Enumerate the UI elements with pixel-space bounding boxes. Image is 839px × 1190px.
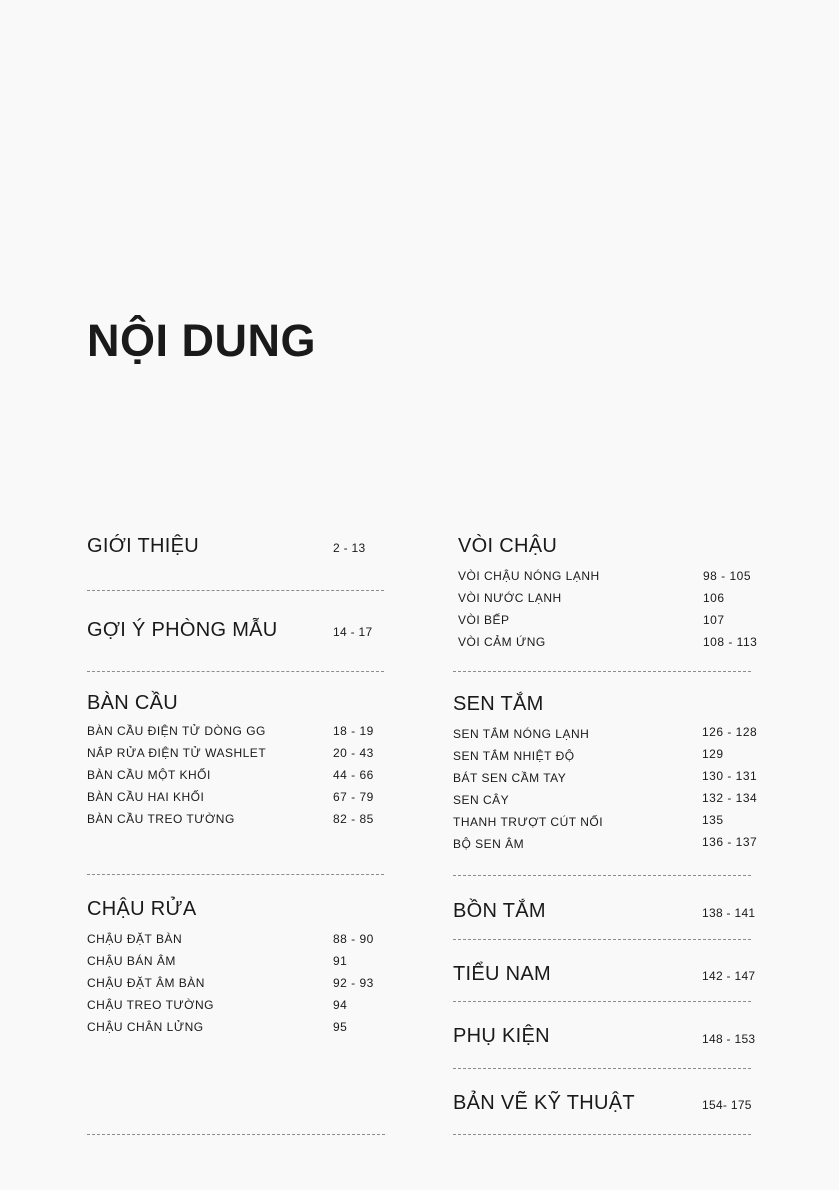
item-label: BÀN CẦU TREO TƯỜNG bbox=[87, 812, 235, 826]
list-item bbox=[87, 745, 374, 761]
divider bbox=[87, 671, 384, 672]
item-pages: 94 bbox=[333, 998, 348, 1012]
item-pages: 106 bbox=[703, 591, 725, 605]
divider bbox=[87, 874, 384, 875]
section-pages: 148 - 153 bbox=[702, 1032, 756, 1046]
section-title: CHẬU RỬA bbox=[87, 898, 197, 920]
item-label: THANH TRƯỢT CÚT NỐI bbox=[453, 815, 604, 829]
divider bbox=[453, 671, 751, 672]
item-label: CHẬU ĐẶT ÂM BÀN bbox=[87, 976, 205, 990]
item-pages: 67 - 79 bbox=[333, 790, 374, 804]
section-pages: 14 - 17 bbox=[333, 625, 373, 639]
item-label: CHẬU ĐẶT BÀN bbox=[87, 932, 183, 946]
section-pages: 154- 175 bbox=[702, 1098, 752, 1112]
list-item bbox=[453, 747, 724, 764]
list-item bbox=[453, 769, 758, 786]
item-label: CHẬU TREO TƯỜNG bbox=[87, 998, 214, 1012]
item-pages: 136 - 137 bbox=[702, 835, 758, 849]
section-title: TIỂU NAM bbox=[453, 963, 551, 985]
page-title: NỘI DUNG bbox=[87, 315, 316, 366]
section-tieu-nam bbox=[453, 961, 756, 987]
list-item bbox=[87, 767, 374, 783]
section-title: GỢI Ý PHÒNG MẪU bbox=[87, 619, 278, 641]
divider bbox=[453, 1001, 751, 1002]
divider bbox=[87, 590, 384, 591]
section-phu-kien bbox=[453, 1023, 756, 1049]
list-item bbox=[458, 590, 725, 606]
divider bbox=[453, 1068, 751, 1069]
item-pages: 44 - 66 bbox=[333, 768, 374, 782]
item-label: VÒI CHẬU NÓNG LẠNH bbox=[458, 569, 600, 583]
section-sen-tam bbox=[453, 691, 758, 851]
section-title: BÀN CẦU bbox=[87, 692, 179, 714]
item-label: BÀN CẦU ĐIỆN TỬ DÒNG GG bbox=[87, 724, 266, 738]
item-label: BÀN CẦU HAI KHỐI bbox=[87, 790, 205, 804]
item-pages: 98 - 105 bbox=[703, 569, 752, 583]
item-label: VÒI NƯỚC LẠNH bbox=[458, 591, 562, 605]
item-label: VÒI CẢM ỨNG bbox=[458, 635, 546, 649]
item-pages: 92 - 93 bbox=[333, 976, 374, 990]
item-label: VÒI BẾP bbox=[458, 613, 510, 627]
item-pages: 18 - 19 bbox=[333, 724, 374, 738]
list-item bbox=[453, 725, 758, 742]
item-pages: 95 bbox=[333, 1020, 348, 1034]
section-title: PHỤ KIỆN bbox=[453, 1025, 550, 1047]
list-item bbox=[453, 813, 724, 830]
list-item bbox=[87, 931, 374, 947]
section-title: VÒI CHẬU bbox=[458, 535, 558, 557]
section-pages: 138 - 141 bbox=[702, 906, 756, 920]
list-item bbox=[87, 975, 374, 991]
item-label: SEN TẮM NÓNG LẠNH bbox=[453, 727, 590, 741]
item-label: NẮP RỬA ĐIỆN TỬ WASHLET bbox=[87, 746, 267, 760]
list-item bbox=[87, 953, 348, 969]
divider bbox=[453, 1134, 751, 1135]
section-bon-tam bbox=[453, 898, 756, 924]
item-label: SEN TẮM NHIỆT ĐỘ bbox=[453, 749, 575, 763]
divider bbox=[87, 1134, 385, 1135]
item-pages: 107 bbox=[703, 613, 725, 627]
item-pages: 130 - 131 bbox=[702, 769, 758, 783]
item-label: BÀN CẦU MỘT KHỐI bbox=[87, 768, 211, 782]
section-goi-y-phong-mau bbox=[87, 617, 373, 643]
list-item bbox=[87, 811, 374, 827]
divider bbox=[453, 939, 751, 940]
list-item bbox=[87, 789, 374, 805]
item-pages: 129 bbox=[702, 747, 724, 761]
item-pages: 88 - 90 bbox=[333, 932, 374, 946]
item-pages: 126 - 128 bbox=[702, 725, 758, 739]
section-title: BẢN VẼ KỸ THUẬT bbox=[453, 1092, 635, 1114]
section-chau-rua bbox=[87, 896, 384, 1034]
item-pages: 82 - 85 bbox=[333, 812, 374, 826]
list-item bbox=[458, 634, 758, 650]
item-label: CHẬU BÁN ÂM bbox=[87, 954, 176, 968]
list-item bbox=[87, 723, 374, 739]
section-pages: 2 - 13 bbox=[333, 541, 366, 555]
item-pages: 135 bbox=[702, 813, 724, 827]
divider bbox=[453, 875, 751, 876]
item-label: SEN CÂY bbox=[453, 793, 510, 807]
section-title: BỒN TẮM bbox=[453, 900, 546, 922]
list-item bbox=[458, 568, 752, 584]
list-item bbox=[453, 791, 758, 808]
section-ban-cau bbox=[87, 690, 384, 826]
item-pages: 91 bbox=[333, 954, 348, 968]
section-voi-chau bbox=[458, 533, 758, 649]
section-ban-ve-ky-thuat bbox=[453, 1090, 752, 1116]
section-pages: 142 - 147 bbox=[702, 969, 756, 983]
item-pages: 108 - 113 bbox=[703, 635, 758, 649]
item-label: BỘ SEN ÂM bbox=[453, 837, 525, 851]
list-item bbox=[458, 612, 725, 628]
item-pages: 132 - 134 bbox=[702, 791, 758, 805]
item-label: BÁT SEN CẦM TAY bbox=[453, 771, 567, 785]
item-label: CHẬU CHÂN LỬNG bbox=[87, 1020, 204, 1034]
section-gioi-thieu bbox=[87, 533, 366, 559]
list-item bbox=[453, 835, 758, 852]
list-item bbox=[87, 1019, 348, 1035]
section-title: GIỚI THIỆU bbox=[87, 535, 200, 557]
list-item bbox=[87, 997, 348, 1013]
section-title: SEN TẮM bbox=[453, 693, 544, 715]
item-pages: 20 - 43 bbox=[333, 746, 374, 760]
